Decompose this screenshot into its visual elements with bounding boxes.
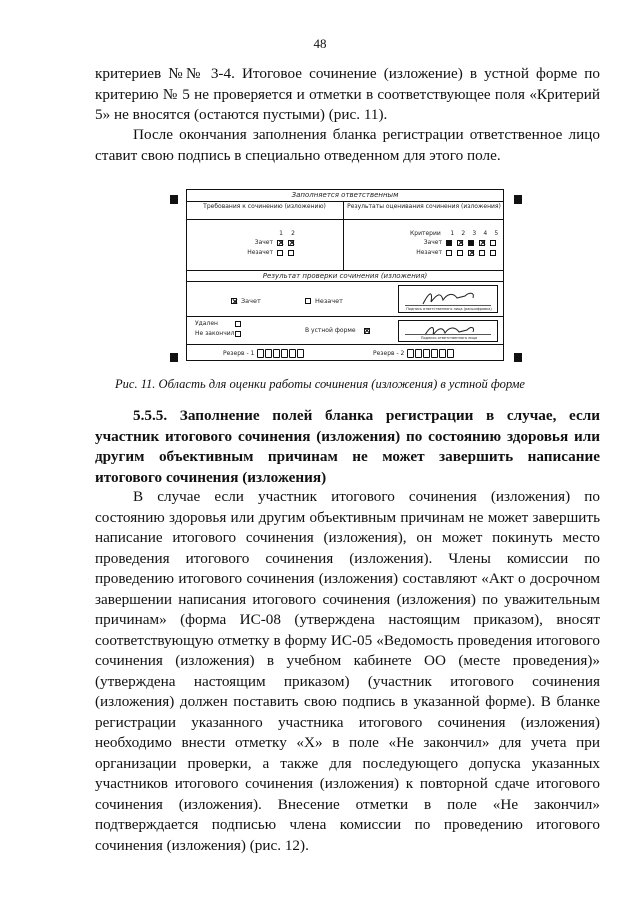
reserve-cell[interactable] <box>281 349 288 358</box>
reserve-2-label: Резерв - 2 <box>373 350 405 357</box>
corner-marker <box>514 195 522 204</box>
fail-label: Незачет <box>416 249 442 256</box>
signature-field-1[interactable] <box>398 285 498 313</box>
reserve-cell[interactable] <box>431 349 438 358</box>
criterion-number: 4 <box>483 230 488 237</box>
reserve-cell[interactable] <box>415 349 422 358</box>
reserve-2-field <box>373 349 454 358</box>
criterion-number: 3 <box>472 230 477 237</box>
pass-label: Зачет <box>423 239 442 246</box>
signature-caption: Подпись ответственного лица <box>420 336 478 340</box>
checkbox[interactable] <box>490 240 496 246</box>
reserve-1-label: Резерв - 1 <box>223 350 255 357</box>
result-fail-checkbox[interactable] <box>305 298 311 304</box>
checkbox-checked[interactable] <box>468 250 474 256</box>
not-finished-label: Не закончил <box>195 330 235 337</box>
checkbox-checked[interactable] <box>288 240 294 246</box>
checkbox[interactable] <box>446 250 452 256</box>
requirement-number: 2 <box>291 230 295 237</box>
reserve-cell[interactable] <box>273 349 280 358</box>
result-pass-checkbox[interactable] <box>231 298 237 304</box>
result-pass-label: Зачет <box>241 297 261 305</box>
paragraph-body: В случае если участник итогового сочинения (изложения) по состоянию здоровья или другим объективным причинам не может завершить написание итогового сочинения (изложения), он может покинуть место проведения итогового сочинения (изложения). Члены комиссии по проведению итогового сочинения (изложения) составляют «Акт о досрочном завершении написания итогового сочинения (изложения) по уважительным причинам» (форма ИС-08 (утверждена настоящим приказом), вносят соответствующую отметку в форму ИС-05 «Ведомость проведения итогового сочинения (изложения) в учебном кабинете ОО (месте проведения)» (утверждена настоящим приказом) (участник итогового сочинения (изложения) должен поставить свою подпись в указанной форме). В бланке регистрации указанного участника итогового сочинения (изложения) необходимо внести отметку «Х» в поле «Не закончил» для учета при организации проверки, а также для последующего допуска указанных участников итогового сочинения (изложения) к повторной сдаче итогового сочинения (изложения). Внесение отметки в поле «Не закончил» подтверждается подписью члена комиссии по проведению итогового сочинения (изложения) (рис. 12). <box>95 488 600 854</box>
paragraph-criteria: критериев №№ 3-4. Итоговое сочинение (изложение) в устной форме по критерию № 5 не проверяется и отметки в соответствующее поля «Критерий 5» не вносятся (остаются пустыми) (рис. 11). <box>95 65 600 123</box>
oral-label: В устной форме <box>305 327 356 334</box>
reserve-1-field <box>223 349 304 358</box>
paragraph-signature: После окончания заполнения бланка регистрации ответственное лицо ставит свою подпись в специально отведенном для этого поле. <box>95 126 600 164</box>
criterion-number: 1 <box>450 230 455 237</box>
figure-caption: Рис. 11. Область для оценки работы сочинения (изложения) в устной форме <box>115 377 525 391</box>
reserve-cell[interactable] <box>297 349 304 358</box>
not-finished-checkbox[interactable] <box>235 331 241 337</box>
checkbox[interactable] <box>288 250 294 256</box>
requirements-title: Требования к сочинению (изложению) <box>203 203 326 210</box>
reserve-cell[interactable] <box>407 349 414 358</box>
oral-checkbox[interactable] <box>364 328 370 334</box>
reserve-cell[interactable] <box>265 349 272 358</box>
oral-form-field <box>305 327 370 334</box>
checkbox[interactable] <box>457 250 463 256</box>
criteria-label: Критерии <box>410 230 441 237</box>
result-fail-label: Незачет <box>314 297 343 305</box>
result-row <box>231 298 343 305</box>
reserve-cell[interactable] <box>439 349 446 358</box>
checkbox[interactable] <box>479 250 485 256</box>
checkbox[interactable] <box>277 250 283 256</box>
fail-label: Незачет <box>247 249 273 256</box>
pass-label: Зачет <box>254 239 273 246</box>
corner-marker <box>170 353 178 362</box>
corner-marker <box>170 195 178 204</box>
status-group <box>195 320 246 340</box>
page-number: 48 <box>313 36 327 51</box>
removed-checkbox[interactable] <box>235 321 241 327</box>
form-header: Заполняется ответственным <box>187 190 503 202</box>
result-title: Результат проверки сочинения (изложения) <box>187 271 503 282</box>
reserve-cell[interactable] <box>289 349 296 358</box>
checkbox-checked[interactable] <box>479 240 485 246</box>
criterion-number: 2 <box>461 230 466 237</box>
removed-label: Удален <box>195 320 218 327</box>
evaluation-form <box>186 189 504 361</box>
checkbox-checked[interactable] <box>277 240 283 246</box>
signature-field-2[interactable] <box>398 320 498 342</box>
reserve-cell[interactable] <box>257 349 264 358</box>
checkbox[interactable] <box>490 250 496 256</box>
requirement-number: 1 <box>279 230 283 237</box>
checkbox-filled[interactable] <box>446 240 452 246</box>
signature-caption: Подпись ответственного лица (расшифровка) <box>406 307 492 311</box>
corner-marker <box>514 353 522 362</box>
criterion-number: 5 <box>494 230 499 237</box>
results-title: Результаты оценивания сочинения (изложения) <box>347 203 501 210</box>
registration-form-figure <box>170 183 522 368</box>
reserve-cell[interactable] <box>423 349 430 358</box>
section-heading: 5.5.5. Заполнение полей бланка регистрации в случае, если участник итогового сочинения (изложения) по состоянию здоровья или другим объективным причинам не может завершить написание итогового сочинения (изложения) <box>95 407 600 486</box>
checkbox-filled[interactable] <box>468 240 474 246</box>
reserve-cell[interactable] <box>447 349 454 358</box>
checkbox-checked[interactable] <box>457 240 463 246</box>
